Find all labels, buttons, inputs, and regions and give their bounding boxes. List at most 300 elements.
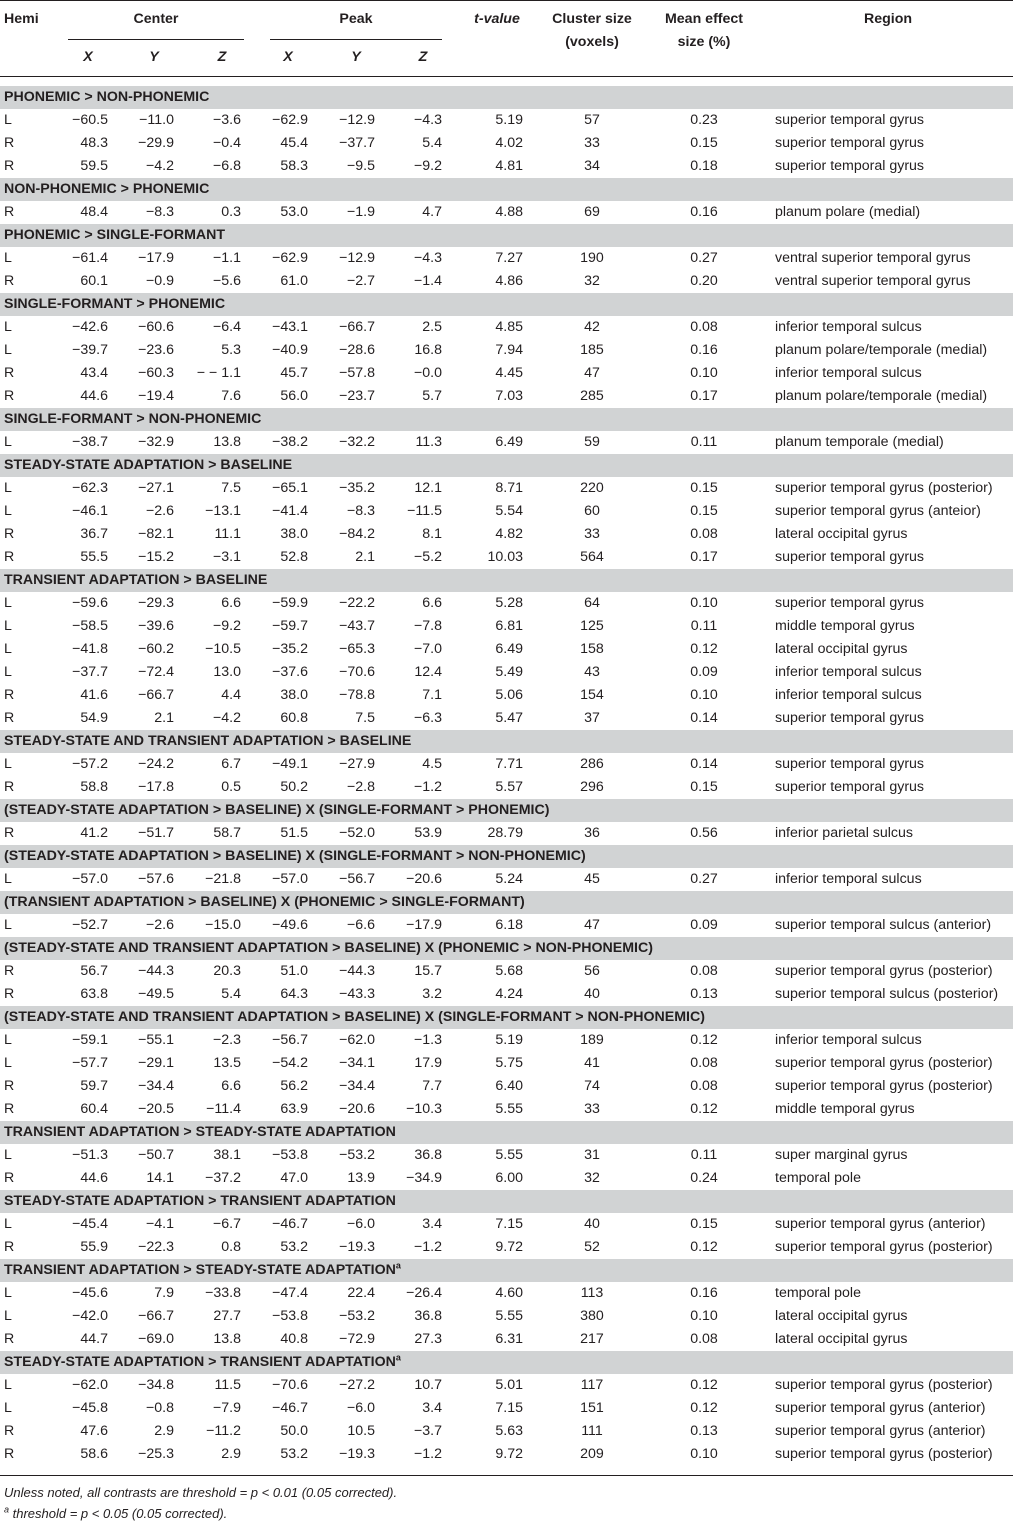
cell-peak-z: −7.0 (413, 641, 442, 657)
cell-hemi: R (4, 526, 15, 542)
cell-cluster-size: 117 (580, 1377, 604, 1393)
cell-peak-y: −53.2 (339, 1308, 375, 1324)
cell-region: superior temporal gyrus (775, 158, 925, 174)
cell-hemi: L (4, 1055, 12, 1071)
cell-peak-x: −53.8 (272, 1147, 308, 1163)
cell-t-value: 5.75 (495, 1055, 523, 1071)
cell-cluster-size: 37 (584, 710, 600, 726)
section-title: STEADY-STATE ADAPTATION > BASELINE (4, 457, 293, 473)
bottom-rule (0, 1475, 1013, 1476)
cell-cluster-size: 31 (584, 1147, 600, 1163)
cell-peak-z: 4.7 (422, 204, 442, 220)
cell-hemi: L (4, 1308, 12, 1324)
cell-cluster-size: 189 (580, 1032, 604, 1048)
cell-t-value: 4.81 (495, 158, 523, 174)
cell-peak-x: −62.9 (272, 250, 308, 266)
cell-center-x: −46.1 (72, 503, 108, 519)
cell-peak-x: −49.1 (272, 756, 308, 772)
cell-peak-z: 10.7 (414, 1377, 442, 1393)
section-title: TRANSIENT ADAPTATION > STEADY-STATE ADAPTATION (4, 1262, 396, 1278)
cell-peak-x: −56.7 (272, 1032, 308, 1048)
cell-center-y: −4.1 (145, 1216, 174, 1232)
cell-peak-z: 11.3 (415, 434, 442, 450)
cell-region: planum temporale (medial) (775, 434, 944, 450)
cell-peak-z: 36.8 (414, 1147, 442, 1163)
cell-mean-effect: 0.14 (690, 710, 718, 726)
section-header (0, 1006, 1013, 1029)
cell-peak-z: 15.7 (414, 963, 442, 979)
cell-center-x: −37.7 (72, 664, 108, 680)
cell-peak-x: −70.6 (272, 1377, 308, 1393)
cell-center-z: 5.3 (221, 342, 241, 358)
cell-peak-z: −4.3 (413, 112, 442, 128)
cell-t-value: 8.71 (495, 480, 523, 496)
cell-peak-x: 50.0 (280, 1423, 308, 1439)
cell-center-y: −50.7 (138, 1147, 174, 1163)
cell-center-y: −44.3 (138, 963, 174, 979)
table-row (0, 1328, 1013, 1351)
cell-center-x: −42.6 (72, 319, 108, 335)
cell-center-y: −22.3 (138, 1239, 174, 1255)
cell-cluster-size: 285 (580, 388, 604, 404)
cell-peak-z: −4.3 (413, 250, 442, 266)
cell-peak-y: −8.3 (346, 503, 375, 519)
cell-peak-x: −49.6 (272, 917, 308, 933)
cell-mean-effect: 0.13 (690, 986, 718, 1002)
cell-t-value: 7.94 (495, 342, 523, 358)
cell-peak-x: −57.0 (272, 871, 308, 887)
cell-t-value: 6.81 (495, 618, 523, 634)
cell-center-z: 13.8 (213, 1331, 241, 1347)
cell-peak-z: 53.9 (414, 825, 442, 841)
cell-center-z: 7.6 (221, 388, 241, 404)
cell-center-x: −45.4 (72, 1216, 108, 1232)
cell-center-z: −11.4 (206, 1101, 241, 1117)
cell-t-value: 4.82 (495, 526, 523, 542)
table-row (0, 1374, 1013, 1397)
cell-peak-z: 5.7 (422, 388, 442, 404)
cell-peak-y: −2.7 (346, 273, 375, 289)
cell-hemi: R (4, 388, 15, 404)
cell-cluster-size: 151 (580, 1400, 604, 1416)
cell-center-y: −8.3 (145, 204, 174, 220)
table-row (0, 1420, 1013, 1443)
cell-hemi: R (4, 1101, 15, 1117)
cell-center-z: 13.5 (213, 1055, 241, 1071)
cell-peak-x: 53.2 (280, 1446, 308, 1462)
section-header (0, 1121, 1013, 1144)
cell-peak-x: 38.0 (280, 526, 308, 542)
cell-peak-z: 17.9 (414, 1055, 442, 1071)
cell-t-value: 5.19 (495, 112, 523, 128)
cell-mean-effect: 0.11 (690, 434, 718, 450)
cell-center-y: 7.9 (154, 1285, 174, 1301)
cell-cluster-size: 185 (580, 342, 604, 358)
cell-t-value: 4.60 (495, 1285, 523, 1301)
cell-t-value: 6.49 (495, 641, 523, 657)
cell-peak-y: −23.7 (339, 388, 375, 404)
cell-peak-y: −27.2 (339, 1377, 375, 1393)
section-title: SINGLE-FORMANT > PHONEMIC (4, 296, 226, 312)
table-row (0, 661, 1013, 684)
header-rule (0, 76, 1013, 77)
footnote-2-marker: a (4, 1504, 10, 1515)
cell-peak-z: 2.5 (422, 319, 442, 335)
cell-hemi: L (4, 1032, 12, 1048)
cell-mean-effect: 0.12 (690, 1101, 718, 1117)
cell-center-x: −45.8 (72, 1400, 108, 1416)
cell-peak-z: 12.4 (414, 664, 442, 680)
cell-cluster-size: 40 (584, 1216, 600, 1232)
cell-center-z: 27.7 (213, 1308, 241, 1324)
cell-cluster-size: 57 (584, 112, 600, 128)
cell-cluster-size: 60 (584, 503, 600, 519)
cell-peak-z: −17.9 (406, 917, 442, 933)
section-footnote-marker: a (395, 1352, 401, 1363)
cell-center-y: −17.9 (138, 250, 174, 266)
cell-cluster-size: 209 (580, 1446, 604, 1462)
cell-center-x: −57.2 (72, 756, 108, 772)
cell-center-x: 60.4 (80, 1101, 108, 1117)
section-title: (STEADY-STATE ADAPTATION > BASELINE) X (SINGLE-FORMANT > NON-PHONEMIC) (4, 848, 586, 864)
cell-center-x: −58.5 (72, 618, 108, 634)
cell-center-x: 47.6 (80, 1423, 108, 1439)
section-header (0, 178, 1013, 201)
cell-center-z: 11.5 (214, 1377, 241, 1393)
header-tvalue: t-value (474, 11, 520, 27)
cell-peak-x: 60.8 (280, 710, 308, 726)
cell-peak-z: 5.4 (422, 135, 442, 151)
cell-t-value: 4.85 (495, 319, 523, 335)
cell-mean-effect: 0.11 (690, 618, 718, 634)
cell-hemi: L (4, 917, 12, 933)
cell-mean-effect: 0.08 (690, 319, 718, 335)
cell-t-value: 4.86 (495, 273, 523, 289)
cell-center-x: 36.7 (80, 526, 108, 542)
header-region: Region (863, 11, 913, 27)
header-peak-y: Y (351, 49, 361, 65)
cell-cluster-size: 380 (580, 1308, 604, 1324)
cell-peak-y: −43.7 (339, 618, 375, 634)
cell-region: middle temporal gyrus (775, 1101, 915, 1117)
cell-mean-effect: 0.56 (690, 825, 718, 841)
cell-center-z: −3.6 (212, 112, 241, 128)
cell-peak-x: −35.2 (272, 641, 308, 657)
cell-center-y: −60.3 (138, 365, 174, 381)
header-center: Center (133, 11, 179, 27)
table-row (0, 776, 1013, 799)
section-title: SINGLE-FORMANT > NON-PHONEMIC (4, 411, 262, 427)
cell-center-x: −51.3 (72, 1147, 108, 1163)
cell-hemi: L (4, 434, 12, 450)
section-header (0, 454, 1013, 477)
cell-region: superior temporal gyrus (anteior) (775, 503, 981, 519)
cell-peak-x: 47.0 (280, 1170, 308, 1186)
cell-mean-effect: 0.10 (690, 1446, 718, 1462)
table-row (0, 546, 1013, 569)
cell-mean-effect: 0.08 (690, 526, 718, 542)
cell-mean-effect: 0.12 (690, 641, 718, 657)
table-row (0, 960, 1013, 983)
section-title: TRANSIENT ADAPTATION > STEADY-STATE ADAPTATION (4, 1124, 396, 1140)
table-row (0, 1305, 1013, 1328)
cell-peak-z: −20.6 (406, 871, 442, 887)
cell-region: inferior temporal sulcus (775, 871, 922, 887)
cell-peak-y: −20.6 (339, 1101, 375, 1117)
cell-center-z: −33.8 (205, 1285, 241, 1301)
cell-peak-z: 8.1 (422, 526, 442, 542)
table-row (0, 523, 1013, 546)
header-peak-z: Z (418, 49, 428, 65)
section-title: PHONEMIC > SINGLE-FORMANT (4, 227, 226, 243)
cell-hemi: R (4, 204, 15, 220)
cell-mean-effect: 0.14 (690, 756, 718, 772)
cell-peak-y: −43.3 (339, 986, 375, 1002)
cell-center-y: −17.8 (138, 779, 174, 795)
cell-peak-y: −66.7 (339, 319, 375, 335)
cell-peak-z: −1.2 (413, 1446, 442, 1462)
table-row (0, 1098, 1013, 1121)
cell-hemi: L (4, 503, 12, 519)
cell-t-value: 5.24 (495, 871, 523, 887)
cell-peak-x: 58.3 (280, 158, 308, 174)
cell-t-value: 5.19 (495, 1032, 523, 1048)
cell-center-x: −38.7 (72, 434, 108, 450)
cell-region: inferior temporal sulcus (775, 365, 922, 381)
section-header (0, 891, 1013, 914)
cell-region: planum polare/temporale (medial) (775, 388, 988, 404)
cell-t-value: 9.72 (495, 1446, 523, 1462)
cell-peak-y: −34.1 (339, 1055, 375, 1071)
cell-peak-z: −26.4 (406, 1285, 442, 1301)
cell-peak-y: −12.9 (339, 250, 375, 266)
cell-center-z: −37.2 (205, 1170, 241, 1186)
cell-peak-x: 51.5 (280, 825, 308, 841)
cell-peak-x: −47.4 (272, 1285, 308, 1301)
cell-peak-y: −52.0 (339, 825, 375, 841)
cell-cluster-size: 45 (584, 871, 600, 887)
footnote-1: Unless noted, all contrasts are threshold = p < 0.01 (0.05 corrected). (4, 1485, 398, 1500)
cell-center-z: 13.8 (213, 434, 241, 450)
cell-mean-effect: 0.13 (690, 1423, 718, 1439)
cell-mean-effect: 0.08 (690, 963, 718, 979)
cell-region: superior temporal gyrus (posterior) (775, 1377, 993, 1393)
cell-region: superior temporal sulcus (posterior) (775, 986, 999, 1002)
table-row (0, 1282, 1013, 1305)
section-header (0, 1190, 1013, 1213)
cell-center-y: −69.0 (138, 1331, 174, 1347)
cell-peak-z: −3.7 (413, 1423, 442, 1439)
cell-cluster-size: 41 (584, 1055, 600, 1071)
cell-cluster-size: 47 (584, 917, 600, 933)
cell-cluster-size: 56 (584, 963, 600, 979)
cell-peak-z: −7.8 (413, 618, 442, 634)
section-header (0, 799, 1013, 822)
cell-center-y: −60.6 (138, 319, 174, 335)
cell-center-z: −11.2 (206, 1423, 241, 1439)
cell-hemi: L (4, 641, 12, 657)
cell-hemi: R (4, 135, 15, 151)
cell-hemi: R (4, 687, 15, 703)
table-body (0, 86, 1013, 1466)
cell-center-y: −34.4 (138, 1078, 174, 1094)
cell-t-value: 5.28 (495, 595, 523, 611)
cell-center-x: 44.6 (80, 1170, 108, 1186)
cell-center-x: −39.7 (72, 342, 108, 358)
cell-peak-y: −28.6 (339, 342, 375, 358)
table-row (0, 1052, 1013, 1075)
cell-hemi: R (4, 365, 15, 381)
cell-peak-y: −56.7 (339, 871, 375, 887)
cell-peak-z: −9.2 (413, 158, 442, 174)
cell-peak-y: −44.3 (339, 963, 375, 979)
cell-peak-z: 36.8 (414, 1308, 442, 1324)
cell-center-x: −45.6 (72, 1285, 108, 1301)
cell-center-z: −3.1 (212, 549, 241, 565)
section-title: STEADY-STATE ADAPTATION > TRANSIENT ADAPTATION (4, 1193, 396, 1209)
cell-center-y: −60.2 (138, 641, 174, 657)
cell-peak-y: −70.6 (339, 664, 375, 680)
cell-peak-y: −35.2 (339, 480, 375, 496)
cell-t-value: 5.55 (495, 1101, 523, 1117)
cell-mean-effect: 0.23 (690, 112, 718, 128)
cell-region: middle temporal gyrus (775, 618, 915, 634)
cell-hemi: R (4, 273, 15, 289)
cell-peak-y: −6.6 (346, 917, 375, 933)
section-title: PHONEMIC > NON-PHONEMIC (4, 89, 210, 105)
table-row (0, 707, 1013, 730)
header-cluster-size: Cluster size (552, 11, 632, 27)
cell-center-y: −29.3 (138, 595, 174, 611)
section-title: (STEADY-STATE AND TRANSIENT ADAPTATION > BASELINE) X (PHONEMIC > NON-PHONEMIC) (4, 940, 653, 956)
cell-center-x: −60.5 (72, 112, 108, 128)
cell-center-y: −20.5 (138, 1101, 174, 1117)
cell-center-y: 14.1 (146, 1170, 174, 1186)
cell-cluster-size: 296 (580, 779, 604, 795)
cell-center-y: −29.9 (138, 135, 174, 151)
cell-cluster-size: 33 (584, 526, 600, 542)
cell-peak-y: −19.3 (339, 1239, 375, 1255)
table-row (0, 615, 1013, 638)
top-rule (0, 0, 1013, 1)
cell-mean-effect: 0.16 (690, 204, 718, 220)
table-row (0, 155, 1013, 178)
cell-peak-x: −65.1 (272, 480, 308, 496)
cell-center-z: −7.9 (212, 1400, 241, 1416)
cell-center-z: −1.1 (212, 250, 241, 266)
cell-peak-z: −6.3 (413, 710, 442, 726)
cell-mean-effect: 0.12 (690, 1239, 718, 1255)
table-row (0, 638, 1013, 661)
cell-t-value: 6.49 (495, 434, 523, 450)
cell-region: ventral superior temporal gyrus (775, 250, 971, 266)
cell-t-value: 5.55 (495, 1147, 523, 1163)
cell-hemi: L (4, 1400, 12, 1416)
section-title: NON-PHONEMIC > PHONEMIC (4, 181, 210, 197)
cell-center-x: 48.3 (80, 135, 108, 151)
cell-peak-x: −37.6 (272, 664, 308, 680)
cell-region: lateral occipital gyrus (775, 1308, 908, 1324)
cell-peak-y: −6.0 (346, 1216, 375, 1232)
cell-region: superior temporal gyrus (posterior) (775, 480, 993, 496)
cell-t-value: 7.15 (495, 1400, 523, 1416)
cell-peak-x: 52.8 (280, 549, 308, 565)
cell-center-z: 11.1 (214, 526, 241, 542)
cell-mean-effect: 0.15 (690, 135, 718, 151)
header-hemi: Hemi (4, 11, 39, 27)
cell-peak-x: 53.0 (280, 204, 308, 220)
cell-mean-effect: 0.12 (690, 1400, 718, 1416)
cell-peak-x: 63.9 (280, 1101, 308, 1117)
cell-mean-effect: 0.10 (690, 365, 718, 381)
cell-center-x: −52.7 (72, 917, 108, 933)
cell-center-z: −6.7 (212, 1216, 241, 1232)
cell-center-z: −10.5 (205, 641, 241, 657)
table-row (0, 1397, 1013, 1420)
table-row (0, 1213, 1013, 1236)
cell-center-y: −19.4 (138, 388, 174, 404)
cell-center-z: −4.2 (212, 710, 241, 726)
cell-peak-z: 3.4 (422, 1216, 442, 1232)
cell-t-value: 4.24 (495, 986, 523, 1002)
cell-peak-x: 50.2 (280, 779, 308, 795)
cell-region: ventral superior temporal gyrus (775, 273, 971, 289)
table-row (0, 1236, 1013, 1259)
cell-mean-effect: 0.12 (690, 1032, 718, 1048)
cell-center-z: 38.1 (213, 1147, 241, 1163)
section-header (0, 845, 1013, 868)
cell-center-y: −2.6 (145, 503, 174, 519)
cell-peak-x: −53.8 (272, 1308, 308, 1324)
cell-cluster-size: 40 (584, 986, 600, 1002)
table-row (0, 316, 1013, 339)
section-header (0, 86, 1013, 109)
cell-center-x: −59.6 (72, 595, 108, 611)
cell-center-x: −62.3 (72, 480, 108, 496)
cell-region: inferior parietal sulcus (775, 825, 913, 841)
header-mean-effect-unit: size (%) (677, 34, 731, 50)
table-row (0, 247, 1013, 270)
cell-t-value: 5.49 (495, 664, 523, 680)
cell-t-value: 6.00 (495, 1170, 523, 1186)
cell-center-y: −34.8 (138, 1377, 174, 1393)
section-header (0, 408, 1013, 431)
cell-t-value: 7.27 (495, 250, 523, 266)
cell-t-value: 9.72 (495, 1239, 523, 1255)
cell-t-value: 4.88 (495, 204, 523, 220)
cell-peak-y: 2.1 (355, 549, 375, 565)
cell-center-x: −59.1 (72, 1032, 108, 1048)
cell-mean-effect: 0.15 (690, 1216, 718, 1232)
cell-peak-y: −72.9 (339, 1331, 375, 1347)
table-row (0, 270, 1013, 293)
cell-hemi: L (4, 342, 12, 358)
cell-peak-z: −10.3 (406, 1101, 442, 1117)
cell-region: superior temporal gyrus (775, 595, 925, 611)
cell-center-y: −72.4 (138, 664, 174, 680)
cell-peak-y: −12.9 (339, 112, 375, 128)
table-row (0, 132, 1013, 155)
cell-hemi: L (4, 756, 12, 772)
cell-region: inferior temporal sulcus (775, 1032, 922, 1048)
cell-cluster-size: 32 (584, 1170, 600, 1186)
cell-cluster-size: 564 (580, 549, 604, 565)
cell-region: super marginal gyrus (775, 1147, 908, 1163)
cell-cluster-size: 74 (584, 1078, 600, 1094)
cell-cluster-size: 43 (584, 664, 600, 680)
cell-mean-effect: 0.10 (690, 687, 718, 703)
cell-t-value: 5.06 (495, 687, 523, 703)
